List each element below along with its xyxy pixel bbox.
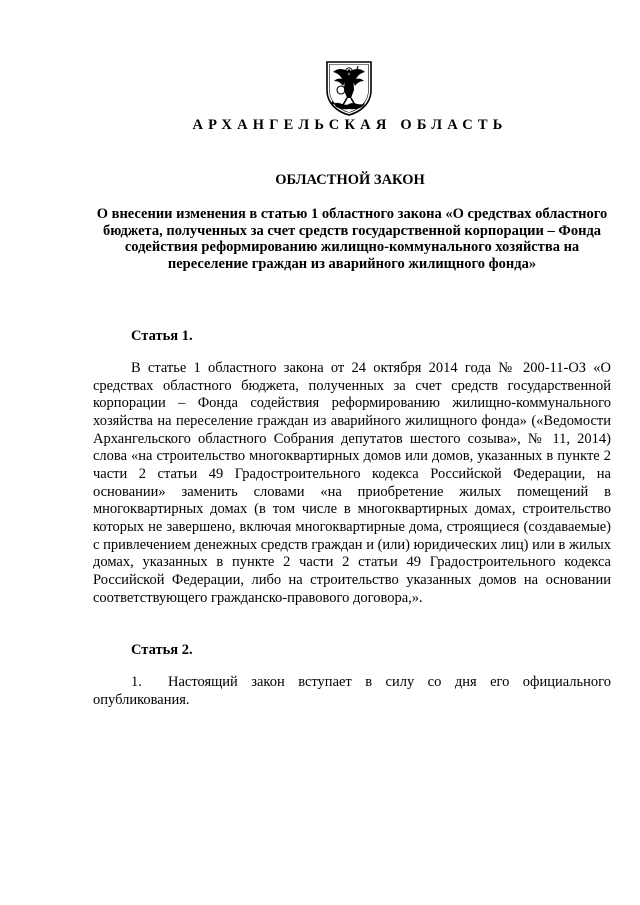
article-1-text: В статье 1 областного закона от 24 октября 2014 года № 200-11-ОЗ «О средствах областного бюджета, полученных за счет средств государственной корпорации – Фонда содействия реформированию жилищно-коммунального хозяйства на переселение граждан из аварийного жилищного фонда» («Ведомости Архангельского областного Собрания депутатов шестого созыва», № 11, 2014) слова «на строительство многоквартирных домов или домов, указанных в пункте 2 части 2 статьи 49 Градостроительного кодекса Российской Федерации, на основании» заменить словами «на приобретение жилых помещений в многоквартирных домах (в том числе в многоквартирных домах, строительство которых не завершено, включая многоквартирные дома, строящиеся (создаваемые) с привлечением денежных средств граждан и (или) юридических лиц) или в жилых домах, указанных в пункте 2 части 2 статьи 49 Градостроительного кодекса Российской Федерации, либо на строительство указанных домов на основании соответствующего гражданско-правового договора,». (93, 360, 611, 606)
law-title: О внесении изменения в статью 1 областного закона «О средствах областного бюджета, полученных за счет средств государственной корпорации – Фонда содействия реформированию жилищно-коммунального хозяйства на переселение граждан из аварийного жилищного фонда» (96, 206, 608, 272)
article-2-heading: Статья 2. (131, 642, 193, 658)
article-2-text: Настоящий закон вступает в силу со дня его официального опубликования. (93, 674, 611, 708)
document-type: ОБЛАСТНОЙ ЗАКОН (275, 172, 425, 188)
item-number: 1. (131, 674, 142, 690)
article-2-item-1 (93, 674, 611, 709)
coat-of-arms-icon (324, 60, 374, 116)
article-1-heading: Статья 1. (131, 328, 193, 344)
region-name: АРХАНГЕЛЬСКАЯ ОБЛАСТЬ (192, 117, 508, 133)
